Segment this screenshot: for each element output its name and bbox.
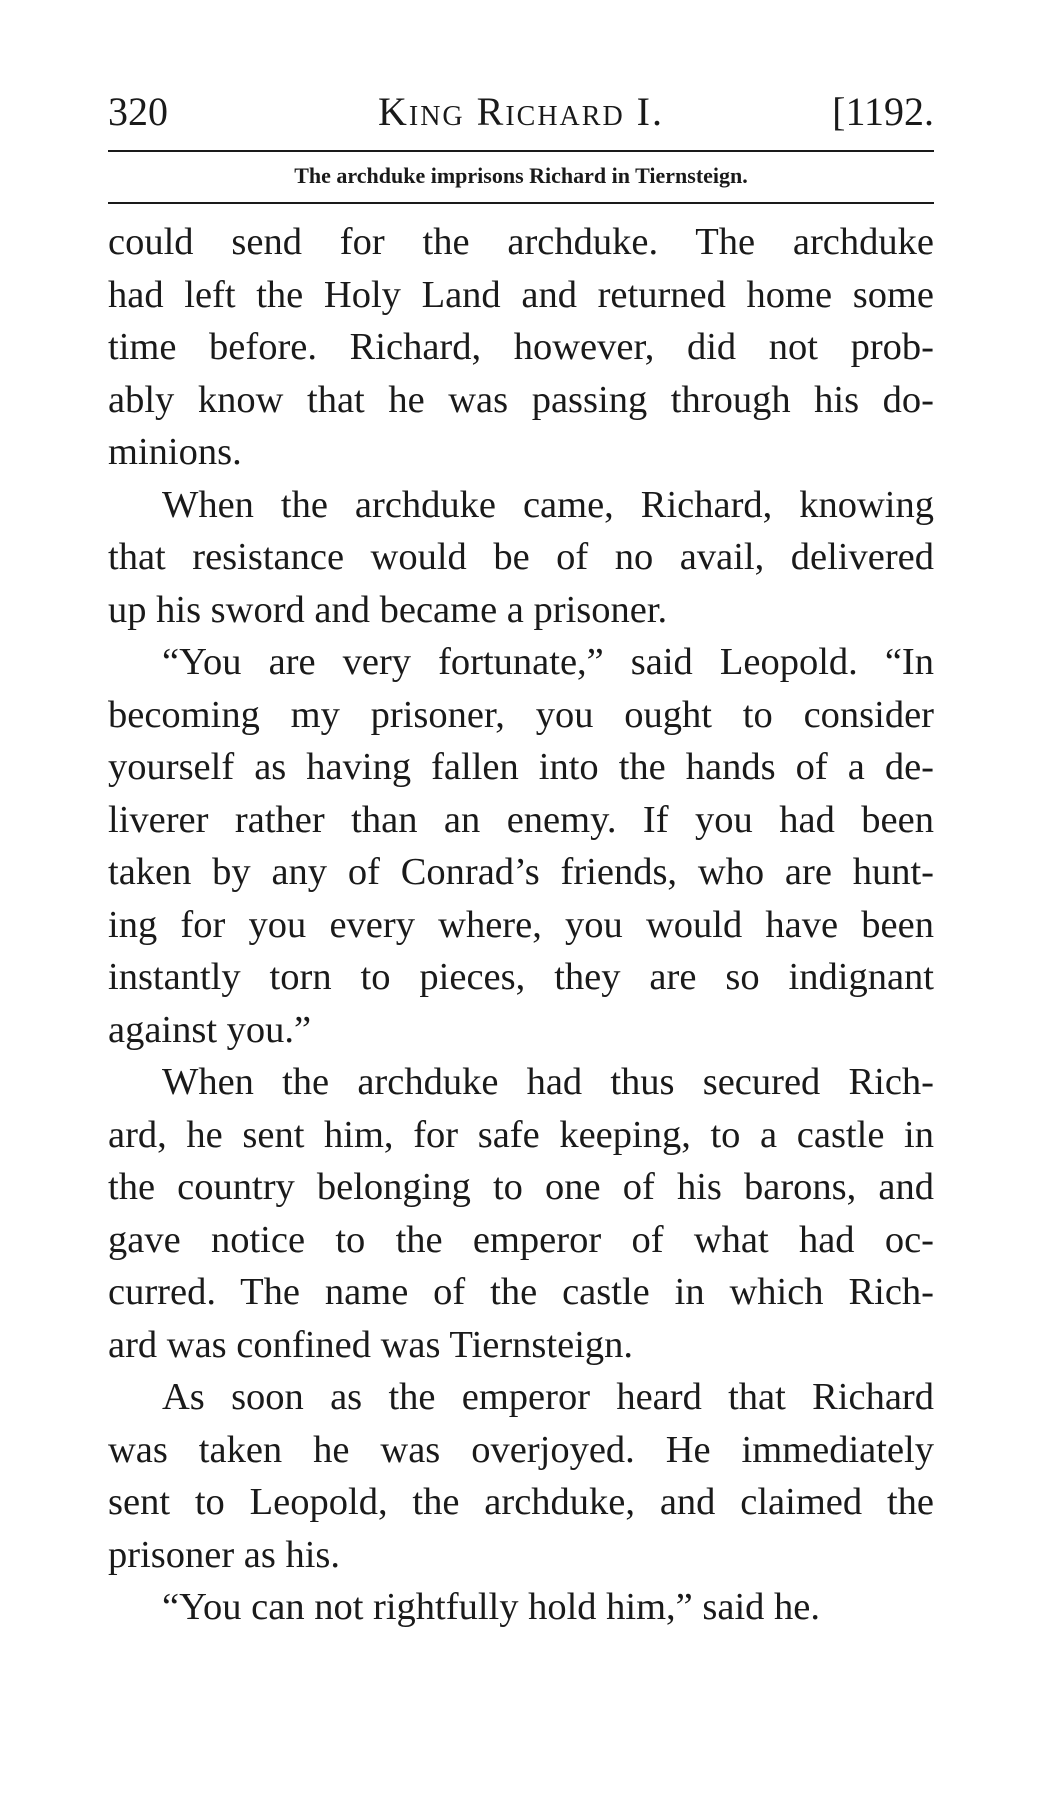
text-line: time before. Richard, however, did not prob- — [108, 326, 934, 368]
text-line: had left the Holy Land and returned home some — [108, 273, 934, 316]
text-line: As soon as the emperor heard that Richard — [162, 1376, 934, 1418]
text-line: curred. The name of the castle in which Rich- — [108, 1271, 934, 1313]
text-line: gave notice to the emperor of what had oc- — [108, 1218, 934, 1261]
text-line: the country belonging to one of his barons, and — [108, 1166, 934, 1208]
text-line: could send for the archduke. The archduke — [108, 221, 934, 263]
text-line: sent to Leopold, the archduke, and claimed the — [108, 1481, 934, 1523]
text-line: ably know that he was passing through his do- — [108, 378, 934, 421]
section-summary: The archduke imprisons Richard in Tiernsteign. — [294, 163, 748, 188]
header-rule-bottom — [108, 202, 934, 204]
running-year: [1192. — [832, 89, 934, 134]
text-line: becoming my prisoner, you ought to consider — [108, 693, 934, 736]
text-line: minions. — [108, 431, 242, 473]
text-line: ard was confined was Tiernsteign. — [108, 1323, 634, 1366]
header-rule-top — [108, 150, 934, 152]
text-line: ard, he sent him, for safe keeping, to a castle in — [108, 1113, 934, 1156]
text-line: liverer rather than an enemy. If you had been — [108, 798, 934, 841]
text-line: instantly torn to pieces, they are so indignant — [108, 956, 934, 998]
text-line: “You can not rightfully hold him,” said he. — [162, 1586, 820, 1628]
page-number: 320 — [108, 89, 168, 134]
text-line: yourself as having fallen into the hands of a de- — [108, 746, 934, 788]
text-line: prisoner as his. — [108, 1533, 341, 1576]
text-line: “You are very fortunate,” said Leopold. “In — [162, 641, 934, 683]
running-title: King Richard I. — [378, 89, 664, 134]
text-line: When the archduke had thus secured Rich- — [162, 1061, 934, 1103]
text-line: taken by any of Conrad’s friends, who are hunt- — [108, 851, 934, 893]
text-line: ing for you every where, you would have been — [108, 903, 934, 946]
text-line: that resistance would be of no avail, delivered — [108, 536, 934, 578]
text-line: against you.” — [108, 1008, 312, 1051]
running-head — [108, 82, 934, 142]
body-text — [108, 216, 934, 1634]
text-line: When the archduke came, Richard, knowing — [162, 483, 934, 526]
text-line: up his sword and became a prisoner. — [108, 588, 668, 631]
text-line: was taken he was overjoyed. He immediately — [108, 1428, 934, 1471]
